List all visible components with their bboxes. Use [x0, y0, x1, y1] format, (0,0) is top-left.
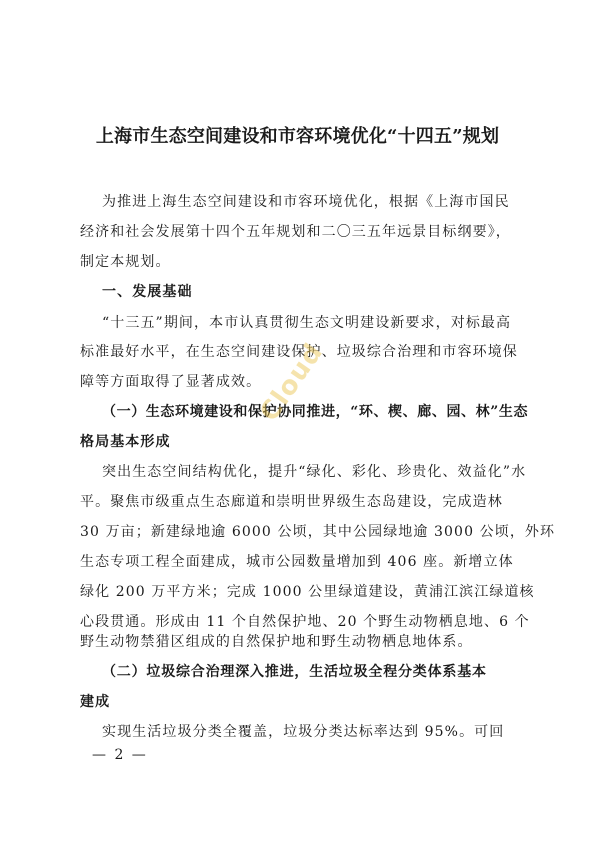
paragraph-line: 障等方面取得了显著成效。: [80, 374, 262, 390]
paragraph-line: 突出生态空间结构优化，提升“绿化、彩化、珍贵化、效益化”水: [102, 464, 527, 480]
paragraph-line: 30 万亩；新建绿地逾 6000 公顷，其中公园绿地逾 3000 公顷，外环: [80, 524, 556, 540]
paragraph-line: 生态专项工程全面建成，城市公园数量增加到 406 座。新增立体: [80, 554, 514, 570]
watermark-text: Cloud: [254, 337, 330, 428]
paragraph-line: 实现生活垃圾分类全覆盖，垃圾分类达标率达到 95%。可回: [102, 724, 505, 740]
subsection-heading: （一）生态环境建设和保护协同推进，“环、楔、廊、园、林”生态: [102, 404, 529, 420]
subsection-heading: 建成: [80, 694, 111, 710]
paragraph-line: 绿化 200 万平方米；完成 1000 公里绿道建设，黄浦江滨江绿道核: [80, 584, 535, 600]
subsection-heading: 格局基本形成: [80, 434, 171, 450]
intro-line: 为推进上海生态空间建设和市容环境优化，根据《上海市国民: [102, 194, 510, 210]
paragraph-line: 标准最好水平，在生态空间建设保护、垃圾综合治理和市容环境保: [80, 344, 518, 360]
subsection-heading: （二）垃圾综合治理深入推进，生活垃圾全程分类体系基本: [102, 664, 487, 680]
paragraph-line: 平。聚焦市级重点生态廊道和崇明世界级生态岛建设，完成造林: [80, 494, 503, 510]
paragraph-line: “十三五”期间，本市认真贯彻生态文明建设新要求，对标最高: [102, 315, 512, 331]
page-number: — 2 —: [92, 747, 148, 763]
paragraph-line: 野生动物禁猎区组成的自然保护地和野生动物栖息地体系。: [80, 634, 473, 650]
intro-line: 制定本规划。: [80, 254, 171, 270]
document-title: 上海市生态空间建设和市容环境优化“十四五”规划: [95, 126, 500, 147]
section-heading: 一、发展基础: [102, 284, 193, 300]
paragraph-line: 心段贯通。形成由 11 个自然保护地、20 个野生动物栖息地、6 个: [80, 614, 530, 630]
intro-line: 经济和社会发展第十四个五年规划和二〇三五年远景目标纲要》，: [80, 224, 511, 240]
